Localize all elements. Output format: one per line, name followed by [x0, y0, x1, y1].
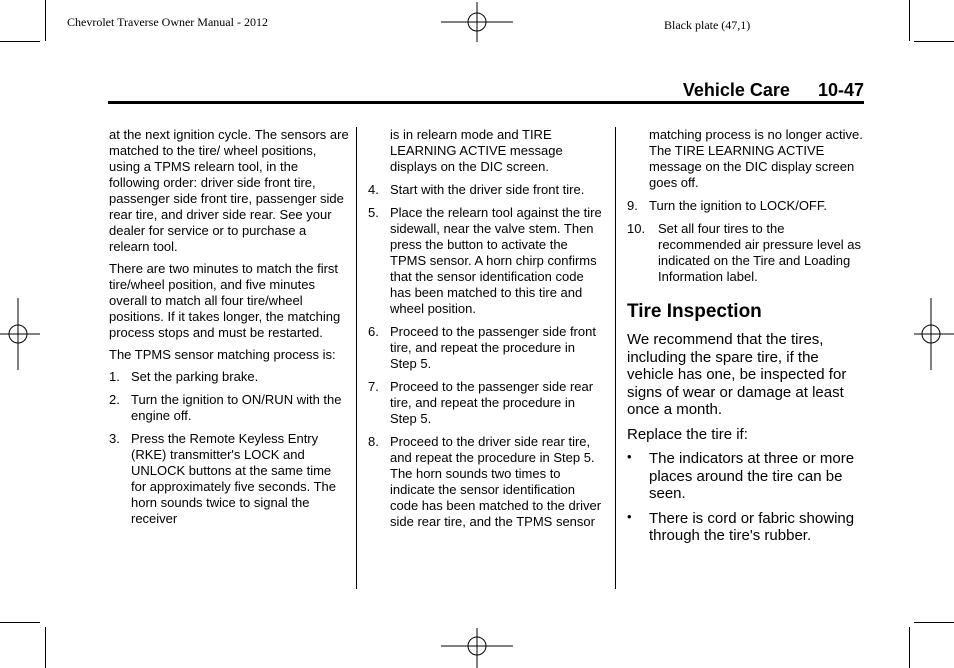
- crop-mark: [45, 627, 46, 668]
- step-text: Place the relearn tool against the tire sidewall, near the valve stem. Then press the button to activate the TPMS sensor. A horn chirp confirms that the sensor identification code has been matched to this tire and wheel position.: [390, 205, 602, 316]
- column-2: [368, 127, 604, 537]
- section-header: [600, 80, 864, 101]
- step-text: Set all four tires to the recommended air pressure level as indicated on the Tire and Loading Information label.: [658, 221, 862, 284]
- crop-mark: [914, 41, 954, 42]
- step-item: [109, 431, 349, 527]
- step-text: Turn the ignition to LOCK/OFF.: [649, 198, 827, 213]
- registration-mark-icon: [914, 298, 954, 370]
- step-number: 7.: [368, 379, 379, 394]
- step-item: [368, 324, 604, 372]
- step-text: Proceed to the driver side rear tire, and repeat the procedure in Step 5. The horn sounds two times to indicate the sensor identification code has been matched to the driver side rear tire, and the TPMS sensor: [390, 434, 602, 529]
- crop-mark: [909, 627, 910, 668]
- step-item: [368, 182, 604, 198]
- crop-mark: [0, 622, 40, 623]
- step-number: 3.: [109, 431, 120, 446]
- step-continuation: [627, 127, 863, 191]
- step-number: 4.: [368, 182, 379, 197]
- paragraph: The TPMS sensor matching process is:: [109, 347, 336, 362]
- step-text: Press the Remote Keyless Entry (RKE) transmitter's LOCK and UNLOCK buttons at the same time for approximately five seconds. The horn sounds twice to signal the receiver: [131, 431, 336, 526]
- manual-title: Chevrolet Traverse Owner Manual - 2012: [67, 15, 268, 29]
- step-number: 5.: [368, 205, 379, 220]
- step-text: matching process is no longer active. The TIRE LEARNING ACTIVE message on the DIC display screen goes off.: [649, 127, 863, 190]
- step-number: 8.: [368, 434, 379, 449]
- step-item: [627, 198, 863, 214]
- paragraph: We recommend that the tires, including the spare tire, if the vehicle has one, be inspected for signs of wear or damage at least once a month.: [627, 331, 847, 418]
- registration-mark-icon: [0, 298, 40, 370]
- page-number: 10-47: [817, 80, 864, 100]
- crop-mark: [914, 622, 954, 623]
- bullet-icon: •: [627, 449, 632, 464]
- step-number: 2.: [109, 392, 120, 407]
- step-text: Set the parking brake.: [131, 369, 259, 384]
- step-item: [627, 221, 863, 285]
- bullet-item: [627, 510, 863, 545]
- registration-mark-icon: [441, 628, 513, 668]
- bullet-text: The indicators at three or more places around the tire can be seen.: [649, 450, 855, 502]
- step-text: Start with the driver side front tire.: [390, 182, 585, 197]
- column-3: [627, 127, 863, 552]
- bullet-item: [627, 450, 863, 503]
- column-1: [109, 127, 349, 534]
- step-text: Proceed to the passenger side front tire, and repeat the procedure in Step 5.: [390, 324, 596, 371]
- paragraph: Replace the tire if:: [627, 425, 748, 443]
- step-item: [109, 369, 349, 385]
- step-item: [368, 434, 604, 530]
- step-number: 6.: [368, 324, 379, 339]
- step-number: 10.: [627, 221, 646, 236]
- section-title: Vehicle Care: [682, 80, 790, 100]
- step-continuation: [368, 127, 604, 175]
- step-number: 9.: [627, 198, 638, 213]
- paragraph: at the next ignition cycle. The sensors are matched to the tire/ wheel positions, using a TPMS relearn tool, in the following order: driver side front tire, passenger side front tire, passenger side rear tire, and driver side rear. See your dealer for service or to purchase a relearn tool.: [109, 127, 349, 254]
- crop-mark: [0, 41, 40, 42]
- bullet-icon: •: [627, 508, 632, 524]
- step-item: [368, 205, 604, 317]
- step-text: Turn the ignition to ON/RUN with the engine off.: [131, 392, 342, 423]
- step-text: is in relearn mode and TIRE LEARNING ACTIVE message displays on the DIC screen.: [390, 127, 563, 174]
- step-text: Proceed to the passenger side rear tire, and repeat the procedure in Step 5.: [390, 379, 594, 426]
- plate-label: Black plate (47,1): [664, 18, 751, 32]
- step-item: [368, 379, 604, 427]
- crop-mark: [909, 0, 910, 41]
- paragraph: There are two minutes to match the first tire/wheel position, and five minutes overall to match all four tire/wheel positions. If it takes longer, the matching process stops and must be restarted.: [109, 261, 341, 340]
- header-rule: [108, 101, 864, 104]
- column-divider: [615, 127, 616, 589]
- crop-mark: [45, 0, 46, 41]
- step-number: 1.: [109, 369, 120, 384]
- section-heading: Tire Inspection: [627, 301, 762, 322]
- column-divider: [356, 127, 357, 589]
- registration-mark-icon: [441, 2, 513, 42]
- bullet-text: There is cord or fabric showing through the tire's rubber.: [649, 509, 855, 544]
- step-item: [109, 392, 349, 424]
